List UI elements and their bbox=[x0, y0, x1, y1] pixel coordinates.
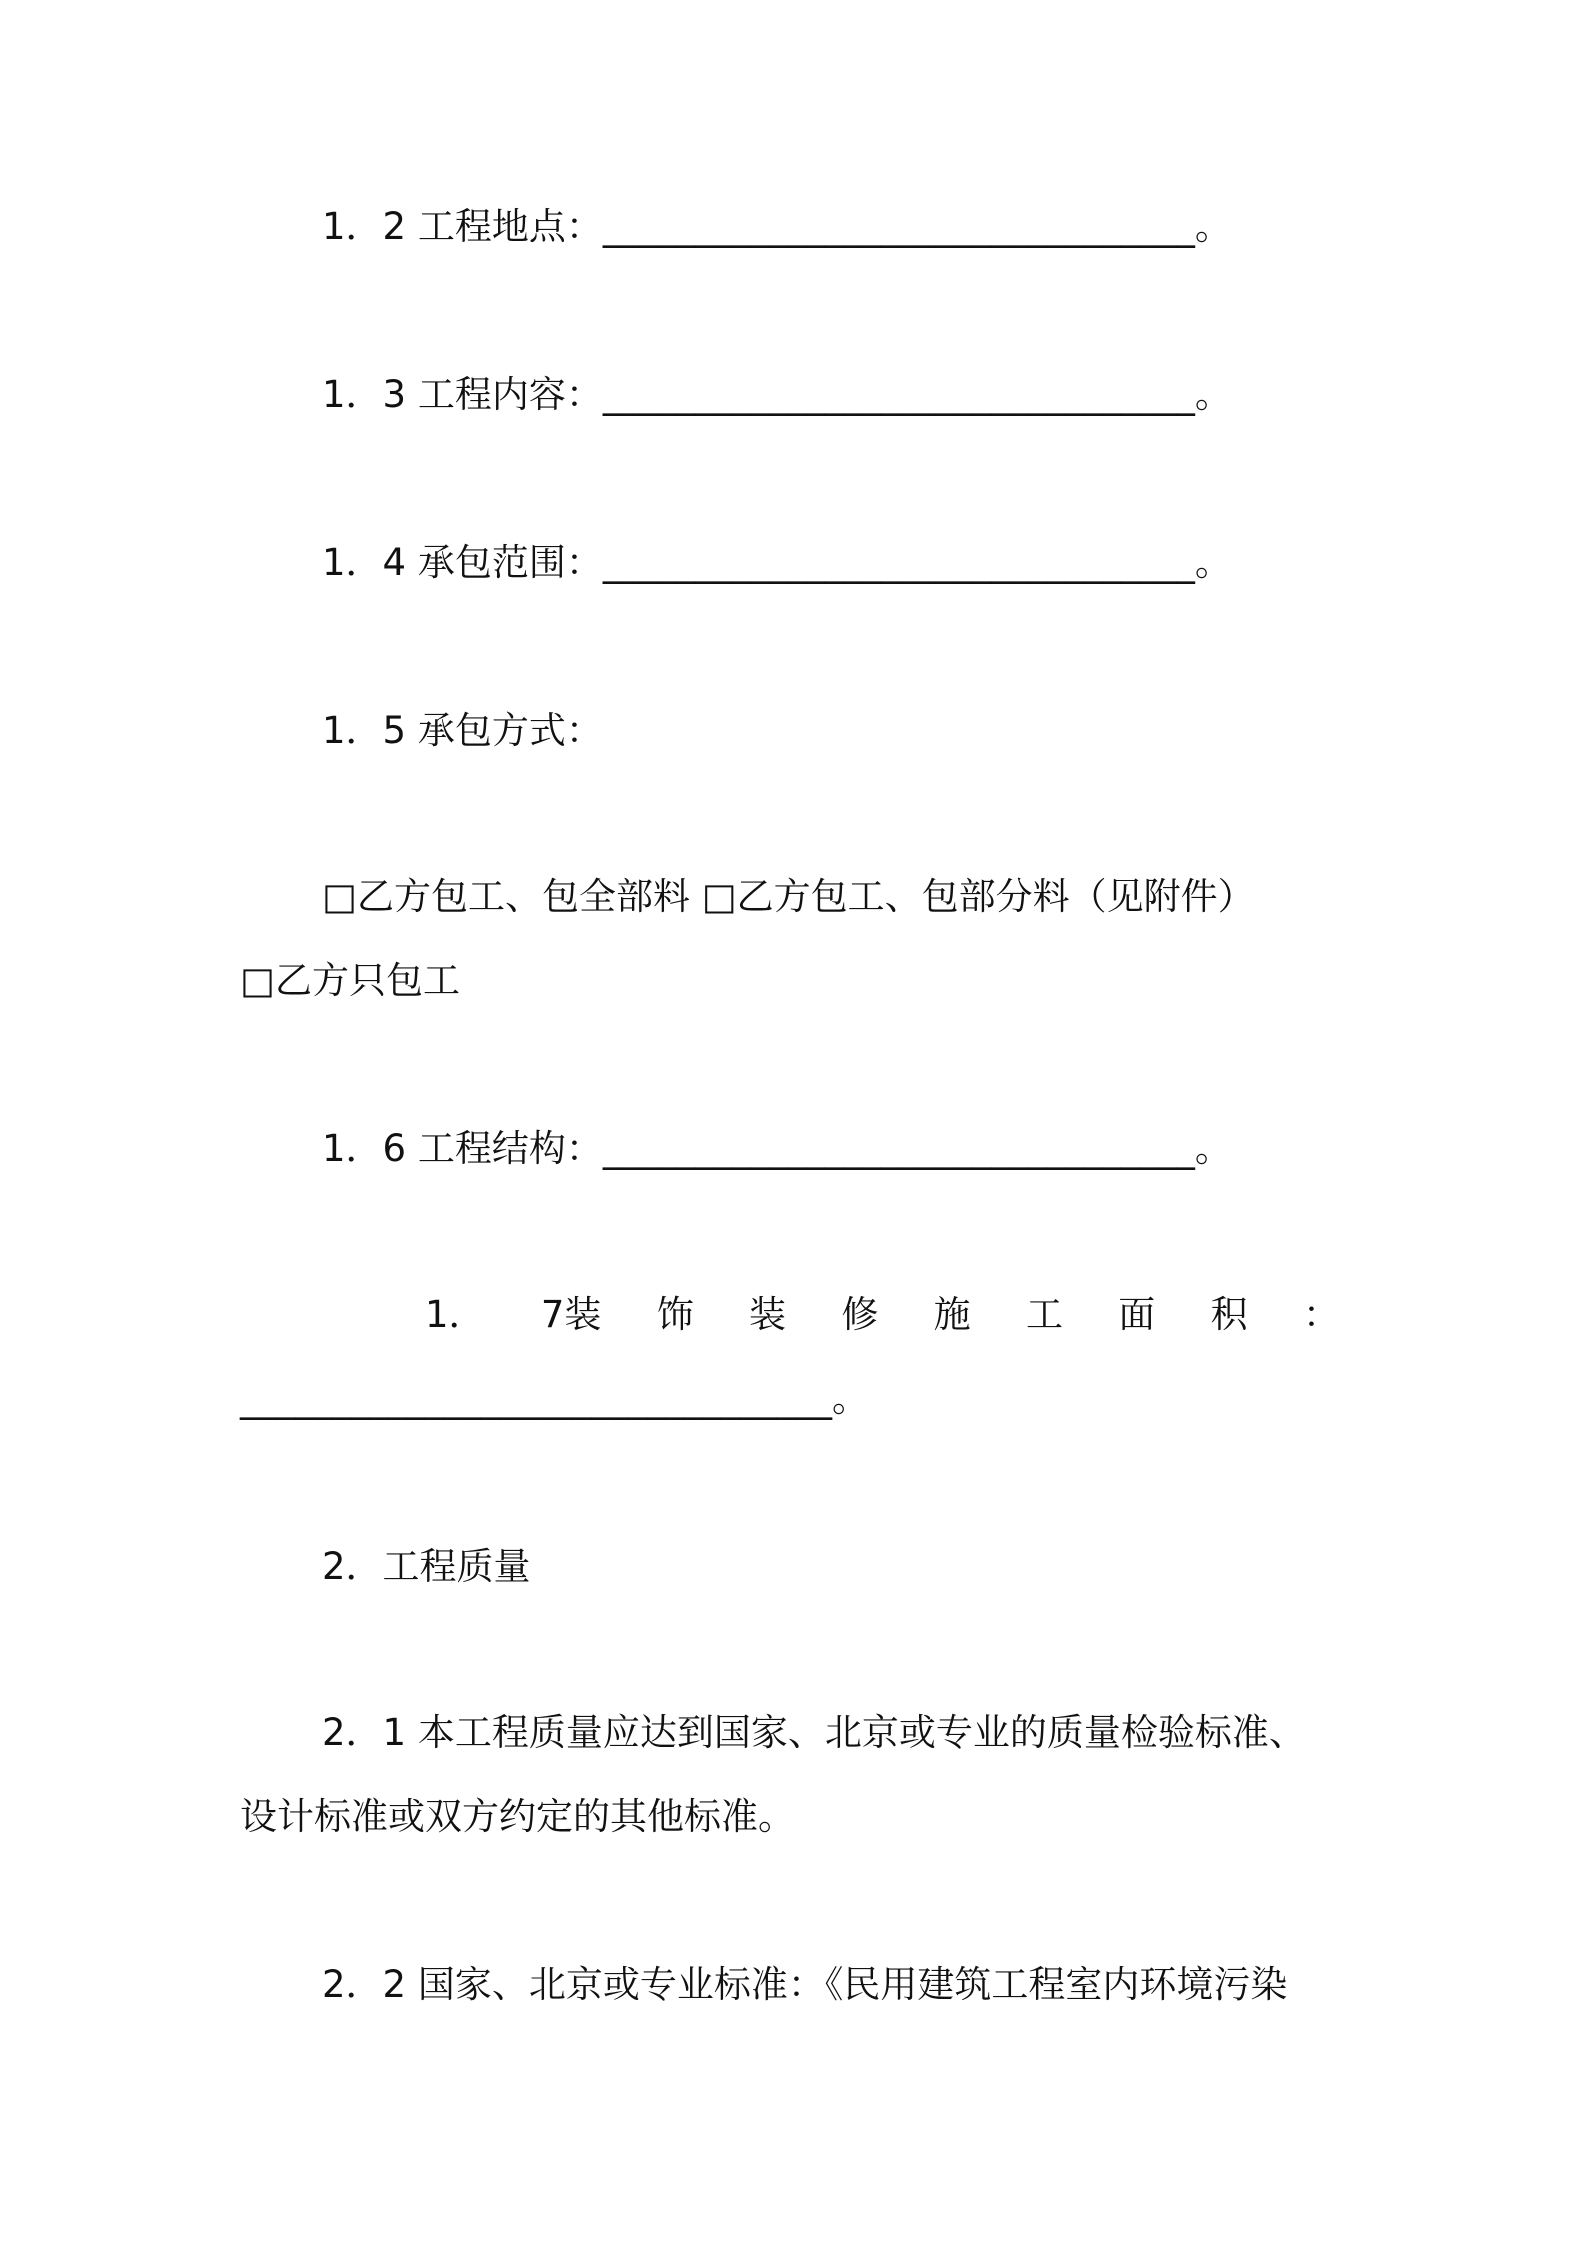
clause-1-7-char: 工 bbox=[1025, 1293, 1063, 1336]
clause-1-7-char: 7装 bbox=[540, 1293, 602, 1336]
clause-1-2-project-location: 1．2 工程地点：________________________________。 bbox=[322, 205, 1232, 248]
clause-1-7-decoration-area bbox=[425, 1290, 1340, 1340]
clause-1-7-char: 施 bbox=[933, 1293, 971, 1336]
clause-1-7-char: 饰 bbox=[656, 1293, 694, 1336]
clause-1-7-char: 积 bbox=[1210, 1293, 1248, 1336]
contract-method-option-labor-only: □乙方只包工 bbox=[240, 959, 460, 1002]
clause-1-4-contract-scope: 1．4 承包范围：________________________________。 bbox=[322, 541, 1232, 584]
clause-1-7-char: 装 bbox=[749, 1293, 787, 1336]
clause-2-2-national-standard: 2．2 国家、北京或专业标准：《民用建筑工程室内环境污染 bbox=[322, 1963, 1288, 2006]
clause-1-7-char: 1． bbox=[425, 1293, 486, 1336]
clause-2-1-quality-standard-cont: 设计标准或双方约定的其他标准。 bbox=[240, 1795, 795, 1838]
clause-1-6-project-structure: 1．6 工程结构：________________________________。 bbox=[322, 1127, 1232, 1170]
clause-2-1-quality-standard: 2．1 本工程质量应达到国家、北京或专业的质量检验标准、 bbox=[322, 1711, 1306, 1754]
section-2-project-quality: 2．工程质量 bbox=[322, 1545, 531, 1588]
clause-1-7-char: ： bbox=[1302, 1293, 1340, 1336]
clause-1-5-contract-method: 1．5 承包方式： bbox=[322, 709, 603, 752]
clause-1-3-project-content: 1．3 工程内容：________________________________。 bbox=[322, 373, 1232, 416]
clause-1-7-char: 面 bbox=[1118, 1293, 1156, 1336]
decoration-area-blank: ________________________________。 bbox=[240, 1377, 869, 1420]
contract-method-options: □乙方包工、包全部料 □乙方包工、包部分料（见附件） bbox=[322, 875, 1255, 918]
clause-1-7-char: 修 bbox=[841, 1293, 879, 1336]
